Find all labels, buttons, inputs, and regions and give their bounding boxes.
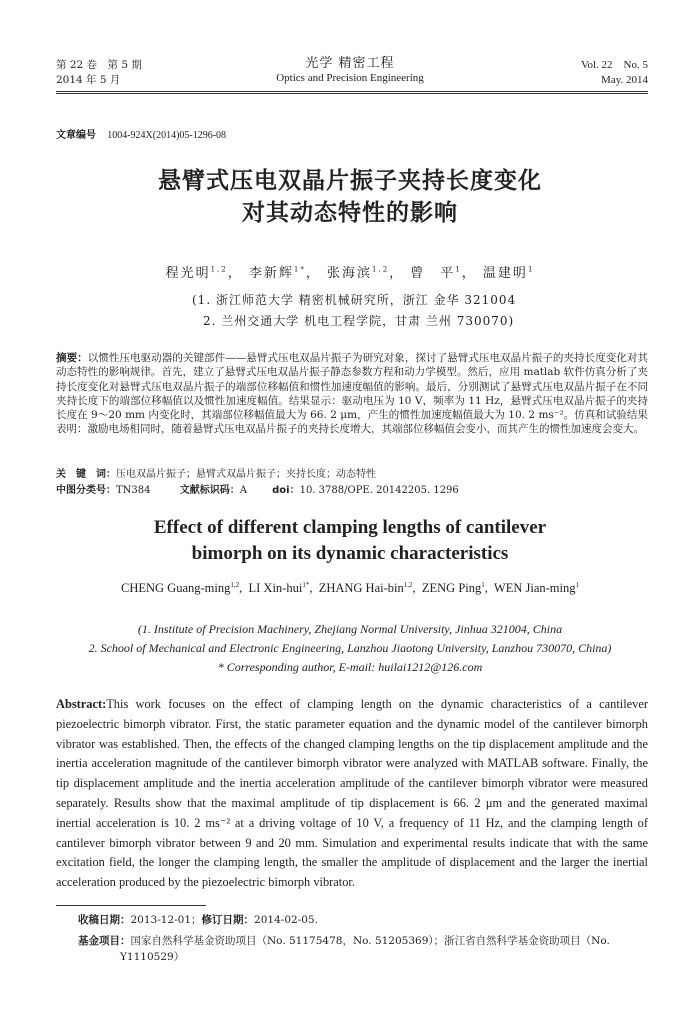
journal-name-en: Optics and Precision Engineering xyxy=(276,72,424,84)
footnote-rule xyxy=(56,905,206,906)
article-number-label: 文章编号 xyxy=(56,130,96,141)
author-sup: 1,2 xyxy=(210,265,228,274)
doi-label: doi： xyxy=(272,485,300,496)
author-cn: 温建明 xyxy=(482,266,528,281)
journal-name-cn: 光学 精密工程 xyxy=(305,56,395,71)
affiliations-en xyxy=(0,620,700,677)
keywords-cn-text: 压电双晶片振子；悬臂式双晶片振子；夹持长度；动态特性 xyxy=(116,469,376,480)
classification xyxy=(56,481,459,496)
abstract-cn-text: 以惯性压电驱动器的关键部件——悬臂式压电双晶片振子为研究对象，探讨了悬臂式压电双晶片振子的夹持长度变化对其动态特性的影响规律。首先，建立了悬臂式压电双晶片振子静态参数方程和动力学模型。然后，应用 matlab 软件仿真分析了夹持长度变化对悬臂式压电双晶片振子的端部位移幅值和惯性加速度幅值的影响。最后，分别测试了悬臂式压电双晶片振子在不同夹持长度下的端部位移幅值以及惯性加速度幅值。结果显示：驱动电压为 10 V，频率为 11 Hz，悬臂式压电双晶片振子的夹持长度在 9～20 mm 内变化时，其端部位移幅值最大为 66. 2 μm，产生的惯性加速度幅值最大为 10. 2 ms⁻²。仿真和试验结果表明：激励电场相同时，随着悬臂式压电双晶片振子的夹持长度增大，其端部位移幅值会变小，而其产生的惯性加速度会变大。 xyxy=(56,352,649,436)
footnote-fund xyxy=(78,933,648,965)
header-vol-no: Vol. 22 No. 5 xyxy=(580,59,648,71)
revised-label: 修订日期： xyxy=(201,914,255,926)
author-en: WEN Jian-ming xyxy=(493,581,576,596)
authors-en: CHENG Guang-ming$^{1,2}$, LI Xin-hui$^{1*}$, ZHANG Hai-bin$^{1,2}$, ZENG Ping$^1$, WEN Jian-ming$^1$ xyxy=(121,581,579,596)
article-number xyxy=(56,126,226,141)
abstract-en-label: Abstract: xyxy=(56,697,107,711)
author-sup: 1* xyxy=(293,265,306,274)
clc-value: TN384 xyxy=(116,485,151,496)
author-sup: 1,2 xyxy=(372,265,390,274)
author-en: ZENG Ping xyxy=(421,581,482,596)
author-en: ZHANG Hai-bin xyxy=(318,581,404,596)
revised-value: 2014-02-05. xyxy=(254,914,318,926)
doc-code-label: 文献标识码： xyxy=(179,485,240,496)
affiliation-en-1: (1. Institute of Precision Machinery, Zhejiang Normal University, Jinhua 321004, China xyxy=(137,622,563,636)
title-cn-line2: 对其动态特性的影响 xyxy=(242,200,458,226)
keywords-cn xyxy=(56,465,376,480)
header-rule-double xyxy=(56,93,648,94)
clc-label: 中图分类号： xyxy=(56,485,116,496)
abstract-cn xyxy=(56,351,648,437)
title-en-line2: bimorph on its dynamic characteristics xyxy=(191,543,509,564)
header-vol-en xyxy=(581,58,648,88)
author-en: CHENG Guang-ming xyxy=(121,581,231,596)
header-rule xyxy=(56,91,648,92)
author-sup: 1,2 xyxy=(403,581,413,589)
title-en-line1: Effect of different clamping lengths of cantilever xyxy=(153,517,547,538)
affiliation-cn-1: (1. 浙江师范大学 精密机械研究所，浙江 金华 321004 xyxy=(192,293,517,307)
abstract-cn-label: 摘要： xyxy=(56,352,88,364)
authors-cn: 程光明$^{1,2}$， 李新辉$^{1*}$， 张海滨$^{1,2}$， 曾 平$^1$， 温建明$^1$ xyxy=(165,265,535,281)
author-sup: 1 xyxy=(481,581,485,589)
author-cn: 李新辉 xyxy=(248,266,294,281)
footnotes xyxy=(78,912,648,965)
title-cn-line1: 悬臂式压电双晶片振子夹持长度变化 xyxy=(158,168,542,194)
author-cn: 张海滨 xyxy=(327,266,373,281)
author-sup: 1* xyxy=(302,581,310,589)
author-sup: 1 xyxy=(455,265,462,274)
title-cn xyxy=(0,165,700,229)
keywords-cn-label: 关 键 词： xyxy=(56,469,116,480)
title-en xyxy=(0,515,700,567)
abstract-en-text: This work focuses on the effect of clamping length on the dynamic characteristics of a cantilever piezoelectric bimorph vibrator. First, the static parameter equation and the dynamic model of the cantilever bimorph vibrator was established. Then, the effects of the changed clamping lengths on the tip displacement amplitude and the inertia acceleration magnitude of the cantilever bimorph vibrator were analyzed with MATLAB software. Finally, the tip displacement amplitude and the inertia acceleration amplitude of the cantilever bimorph vibrator were measured separately. Results show that the maximal amplitude of tip displacement is 66. 2 μm and the generated maximal inertial acceleration is 10. 2 ms⁻² at a driving voltage of 10 V, a frequency of 11 Hz, and the clamping length of cantilever bimorph vibrator between 9 and 20 mm. Simulation and experimental results indicate that with the same excitation field, the longer the clamping length, the smaller the amplitude of displacement and the larger the inertial acceleration produced by the piezoelectric bimorph vibrator. xyxy=(56,697,648,890)
author-en: LI Xin-hui xyxy=(248,581,303,596)
affiliation-en-2: 2. School of Mechanical and Electronic Engineering, Lanzhou Jiaotong University, Lanzhou 730070, China) xyxy=(88,641,612,655)
author-sup: 1 xyxy=(575,581,579,589)
corresponding-author: * Corresponding author, E-mail: huilai1212@126.com xyxy=(217,660,483,674)
article-number-value: 1004-924X(2014)05-1296-08 xyxy=(107,130,227,141)
author-cn: 程光明 xyxy=(165,266,211,281)
fund-label: 基金项目： xyxy=(78,935,131,947)
received-label: 收稿日期： xyxy=(78,914,131,926)
fund-value: 国家自然科学基金资助项目（No. 51175478，No. 51205369）；浙江省自然科学基金资助项目（No. Y1110529） xyxy=(120,935,610,963)
affiliation-cn-2: 2. 兰州交通大学 机电工程学院，甘肃 兰州 730070) xyxy=(203,314,515,328)
doc-code-value: A xyxy=(239,485,247,496)
footnote-dates xyxy=(78,912,648,928)
doi-value: 10. 3788/OPE. 20142205. 1296 xyxy=(299,485,459,496)
abstract-en xyxy=(56,695,648,893)
author-cn: 曾 平 xyxy=(410,266,456,281)
header-date-en: May. 2014 xyxy=(601,74,648,86)
header-date-cn: 2014 年 5 月 xyxy=(56,74,121,86)
received-value: 2013-12-01； xyxy=(130,914,202,926)
author-sup: 1,2 xyxy=(230,581,240,589)
header-volume: 第 22 卷 第 5 期 xyxy=(56,59,142,71)
author-sup: 1 xyxy=(527,265,535,274)
